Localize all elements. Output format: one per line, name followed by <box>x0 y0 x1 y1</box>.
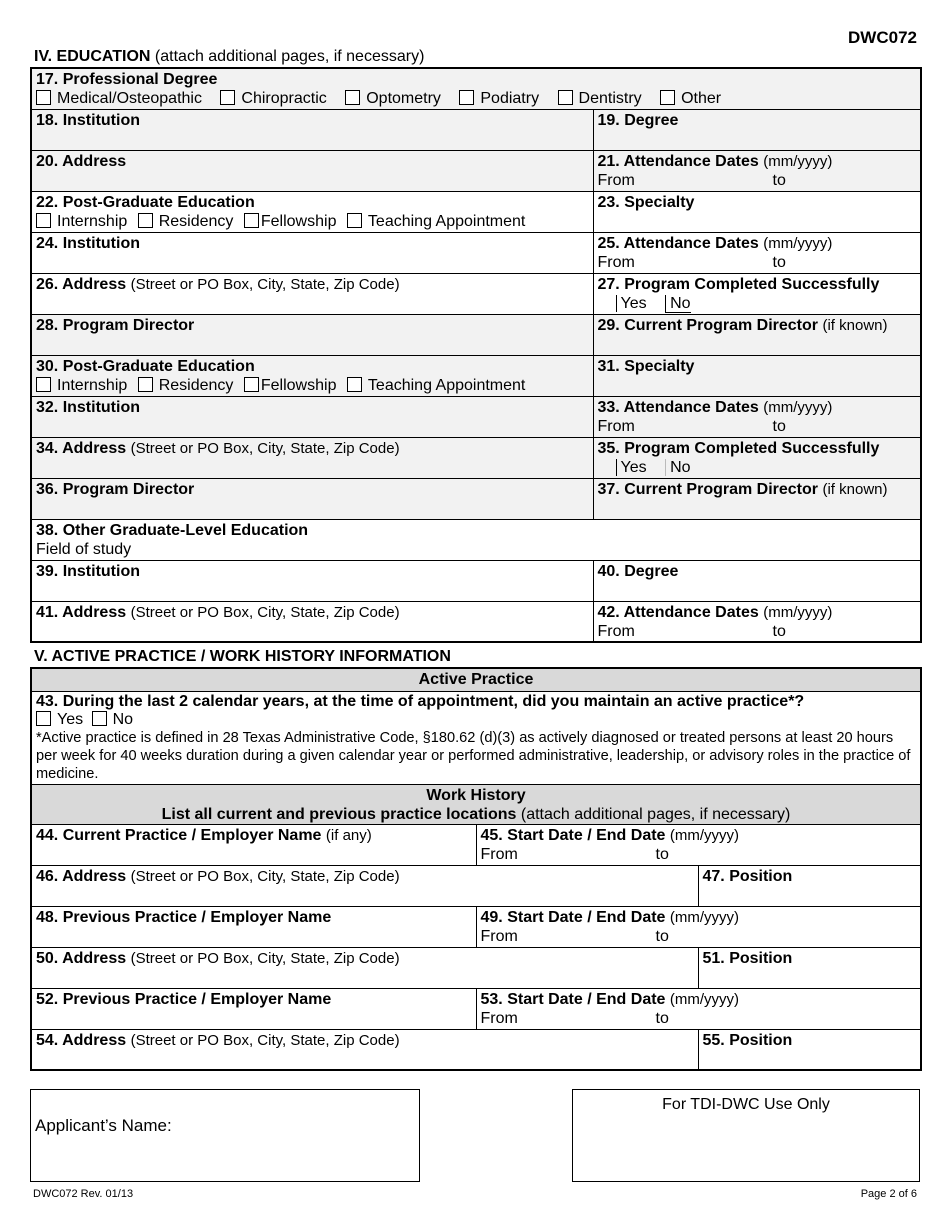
q51-position[interactable]: 51. Position <box>698 947 921 988</box>
q45-dates[interactable]: 45. Start Date / End Date (mm/yyyy) From to <box>476 824 921 865</box>
q39-institution[interactable]: 39. Institution <box>31 560 593 601</box>
checkbox-q43-no[interactable] <box>92 711 107 726</box>
q35-no[interactable]: No <box>665 459 690 476</box>
q40-degree[interactable]: 40. Degree <box>593 560 921 601</box>
q53-dates[interactable]: 53. Start Date / End Date (mm/yyyy) From to <box>476 988 921 1029</box>
q37-current-director[interactable]: 37. Current Program Director (if known) <box>593 478 921 519</box>
q22-postgrad: 22. Post-Graduate Education Internship Residency Fellowship Teaching Appointment <box>31 191 593 232</box>
form-code: DWC072 <box>848 28 917 47</box>
q34-address[interactable]: 34. Address (Street or PO Box, City, State, Zip Code) <box>31 437 593 478</box>
q19-degree[interactable]: 19. Degree <box>593 109 921 150</box>
checkbox-internship-2[interactable] <box>36 377 51 392</box>
applicant-name-box[interactable] <box>30 1089 420 1182</box>
opt-podiatry: Podiatry <box>480 90 540 107</box>
q44-current-employer[interactable]: 44. Current Practice / Employer Name (if any) <box>31 824 476 865</box>
footer-page-number: Page 2 of 6 <box>860 1188 917 1200</box>
section-5-heading: V. ACTIVE PRACTICE / WORK HISTORY INFORMATION <box>34 648 451 665</box>
q46-address[interactable]: 46. Address (Street or PO Box, City, State, Zip Code) <box>31 865 698 906</box>
opt-medical: Medical/Osteopathic <box>57 90 202 107</box>
q41-address[interactable]: 41. Address (Street or PO Box, City, State, Zip Code) <box>31 601 593 642</box>
q49-dates[interactable]: 49. Start Date / End Date (mm/yyyy) From to <box>476 906 921 947</box>
q55-position[interactable]: 55. Position <box>698 1029 921 1070</box>
q47-position[interactable]: 47. Position <box>698 865 921 906</box>
q28-director[interactable]: 28. Program Director <box>31 314 593 355</box>
q20-address[interactable]: 20. Address <box>31 150 593 191</box>
checkbox-teaching-1[interactable] <box>347 213 362 228</box>
q33-attendance[interactable]: 33. Attendance Dates (mm/yyyy) From to <box>593 396 921 437</box>
q50-address[interactable]: 50. Address (Street or PO Box, City, State, Zip Code) <box>31 947 698 988</box>
q36-director[interactable]: 36. Program Director <box>31 478 593 519</box>
opt-optometry: Optometry <box>366 90 441 107</box>
checkbox-residency-2[interactable] <box>138 377 153 392</box>
checkbox-fellowship-1[interactable] <box>244 213 259 228</box>
q35-yes[interactable]: Yes <box>616 459 647 476</box>
checkbox-podiatry[interactable] <box>459 90 474 105</box>
checkbox-chiropractic[interactable] <box>220 90 235 105</box>
professional-degree-cell <box>31 68 921 109</box>
active-practice-header: Active Practice <box>31 668 921 691</box>
q30-postgrad: 30. Post-Graduate Education Internship Residency Fellowship Teaching Appointment <box>31 355 593 396</box>
q29-current-director[interactable]: 29. Current Program Director (if known) <box>593 314 921 355</box>
q35-completed: 35. Program Completed Successfully Yes No <box>593 437 921 478</box>
q48-previous-employer[interactable]: 48. Previous Practice / Employer Name <box>31 906 476 947</box>
q24-institution[interactable]: 24. Institution <box>31 232 593 273</box>
q52-previous-employer[interactable]: 52. Previous Practice / Employer Name <box>31 988 476 1029</box>
q26-address[interactable]: 26. Address (Street or PO Box, City, State, Zip Code) <box>31 273 593 314</box>
footer-revision: DWC072 Rev. 01/13 <box>33 1188 134 1200</box>
q27-no[interactable]: No <box>665 295 690 313</box>
active-practice-table <box>30 667 922 1071</box>
checkbox-optometry[interactable] <box>345 90 360 105</box>
opt-other: Other <box>681 90 722 107</box>
q27-yes[interactable]: Yes <box>616 295 647 312</box>
applicant-name-label: Applicant’s Name: <box>35 1116 172 1135</box>
education-table <box>30 67 922 643</box>
checkbox-q43-yes[interactable] <box>36 711 51 726</box>
checkbox-dentistry[interactable] <box>558 90 573 105</box>
checkbox-residency-1[interactable] <box>138 213 153 228</box>
opt-dentistry: Dentistry <box>578 90 642 107</box>
checkbox-other[interactable] <box>660 90 675 105</box>
work-history-header: Work History List all current and previous practice locations (attach additional pages, if necessary) <box>31 784 921 824</box>
q21-attendance[interactable]: 21. Attendance Dates (mm/yyyy) From to <box>593 150 921 191</box>
q23-specialty[interactable]: 23. Specialty <box>593 191 921 232</box>
q32-institution[interactable]: 32. Institution <box>31 396 593 437</box>
q18-institution[interactable]: 18. Institution <box>31 109 593 150</box>
section-4-heading: IV. EDUCATION (attach additional pages, if necessary) <box>34 48 425 65</box>
office-use-label: For TDI-DWC Use Only <box>662 1096 830 1113</box>
checkbox-medical[interactable] <box>36 90 51 105</box>
checkbox-fellowship-2[interactable] <box>244 377 259 392</box>
q43-footnote: *Active practice is defined in 28 Texas Administrative Code, §180.62 (d)(3) as actively diagnosed or treated persons at least 20 hours per week for 40 weeks duration during a given calendar year or performed administrative, leadership, or advisory roles in the practice of medicine. <box>36 729 911 782</box>
q38-other-education[interactable]: 38. Other Graduate-Level Education Field of study <box>31 519 921 560</box>
checkbox-internship-1[interactable] <box>36 213 51 228</box>
q54-address[interactable]: 54. Address (Street or PO Box, City, State, Zip Code) <box>31 1029 698 1070</box>
q31-specialty[interactable]: 31. Specialty <box>593 355 921 396</box>
q17-label: 17. Professional Degree <box>36 71 218 88</box>
checkbox-teaching-2[interactable] <box>347 377 362 392</box>
q27-completed: 27. Program Completed Successfully Yes No <box>593 273 921 314</box>
q42-attendance[interactable]: 42. Attendance Dates (mm/yyyy) From to <box>593 601 921 642</box>
q43-cell: 43. During the last 2 calendar years, at the time of appointment, did you maintain an active practice*? Yes No *Active practice is defined in 28 Texas Administrative Code, §180.62 (d)(3) as actively diagnosed or treated persons at least 20 hours per week for 40 weeks duration during a given calendar year or performed administrative, leadership, or advisory roles in the practice of medicine. <box>31 691 921 784</box>
q25-attendance[interactable]: 25. Attendance Dates (mm/yyyy) From to <box>593 232 921 273</box>
office-use-box <box>572 1089 920 1182</box>
opt-chiropractic: Chiropractic <box>241 90 327 107</box>
